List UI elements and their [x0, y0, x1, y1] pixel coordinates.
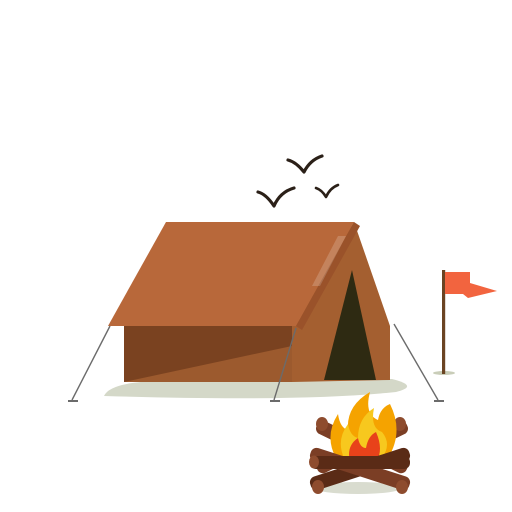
log-center-end: [309, 456, 319, 469]
campfire-icon: [308, 392, 411, 494]
bird-3: [316, 185, 338, 197]
log-center: [310, 456, 410, 469]
flag-pole: [442, 270, 445, 374]
bird-1: [288, 156, 322, 172]
bird-2: [258, 188, 294, 206]
flag-cloth: [445, 272, 497, 298]
flag-icon: [433, 270, 497, 375]
birds-icon: [258, 156, 338, 206]
tent-icon: [68, 222, 444, 401]
